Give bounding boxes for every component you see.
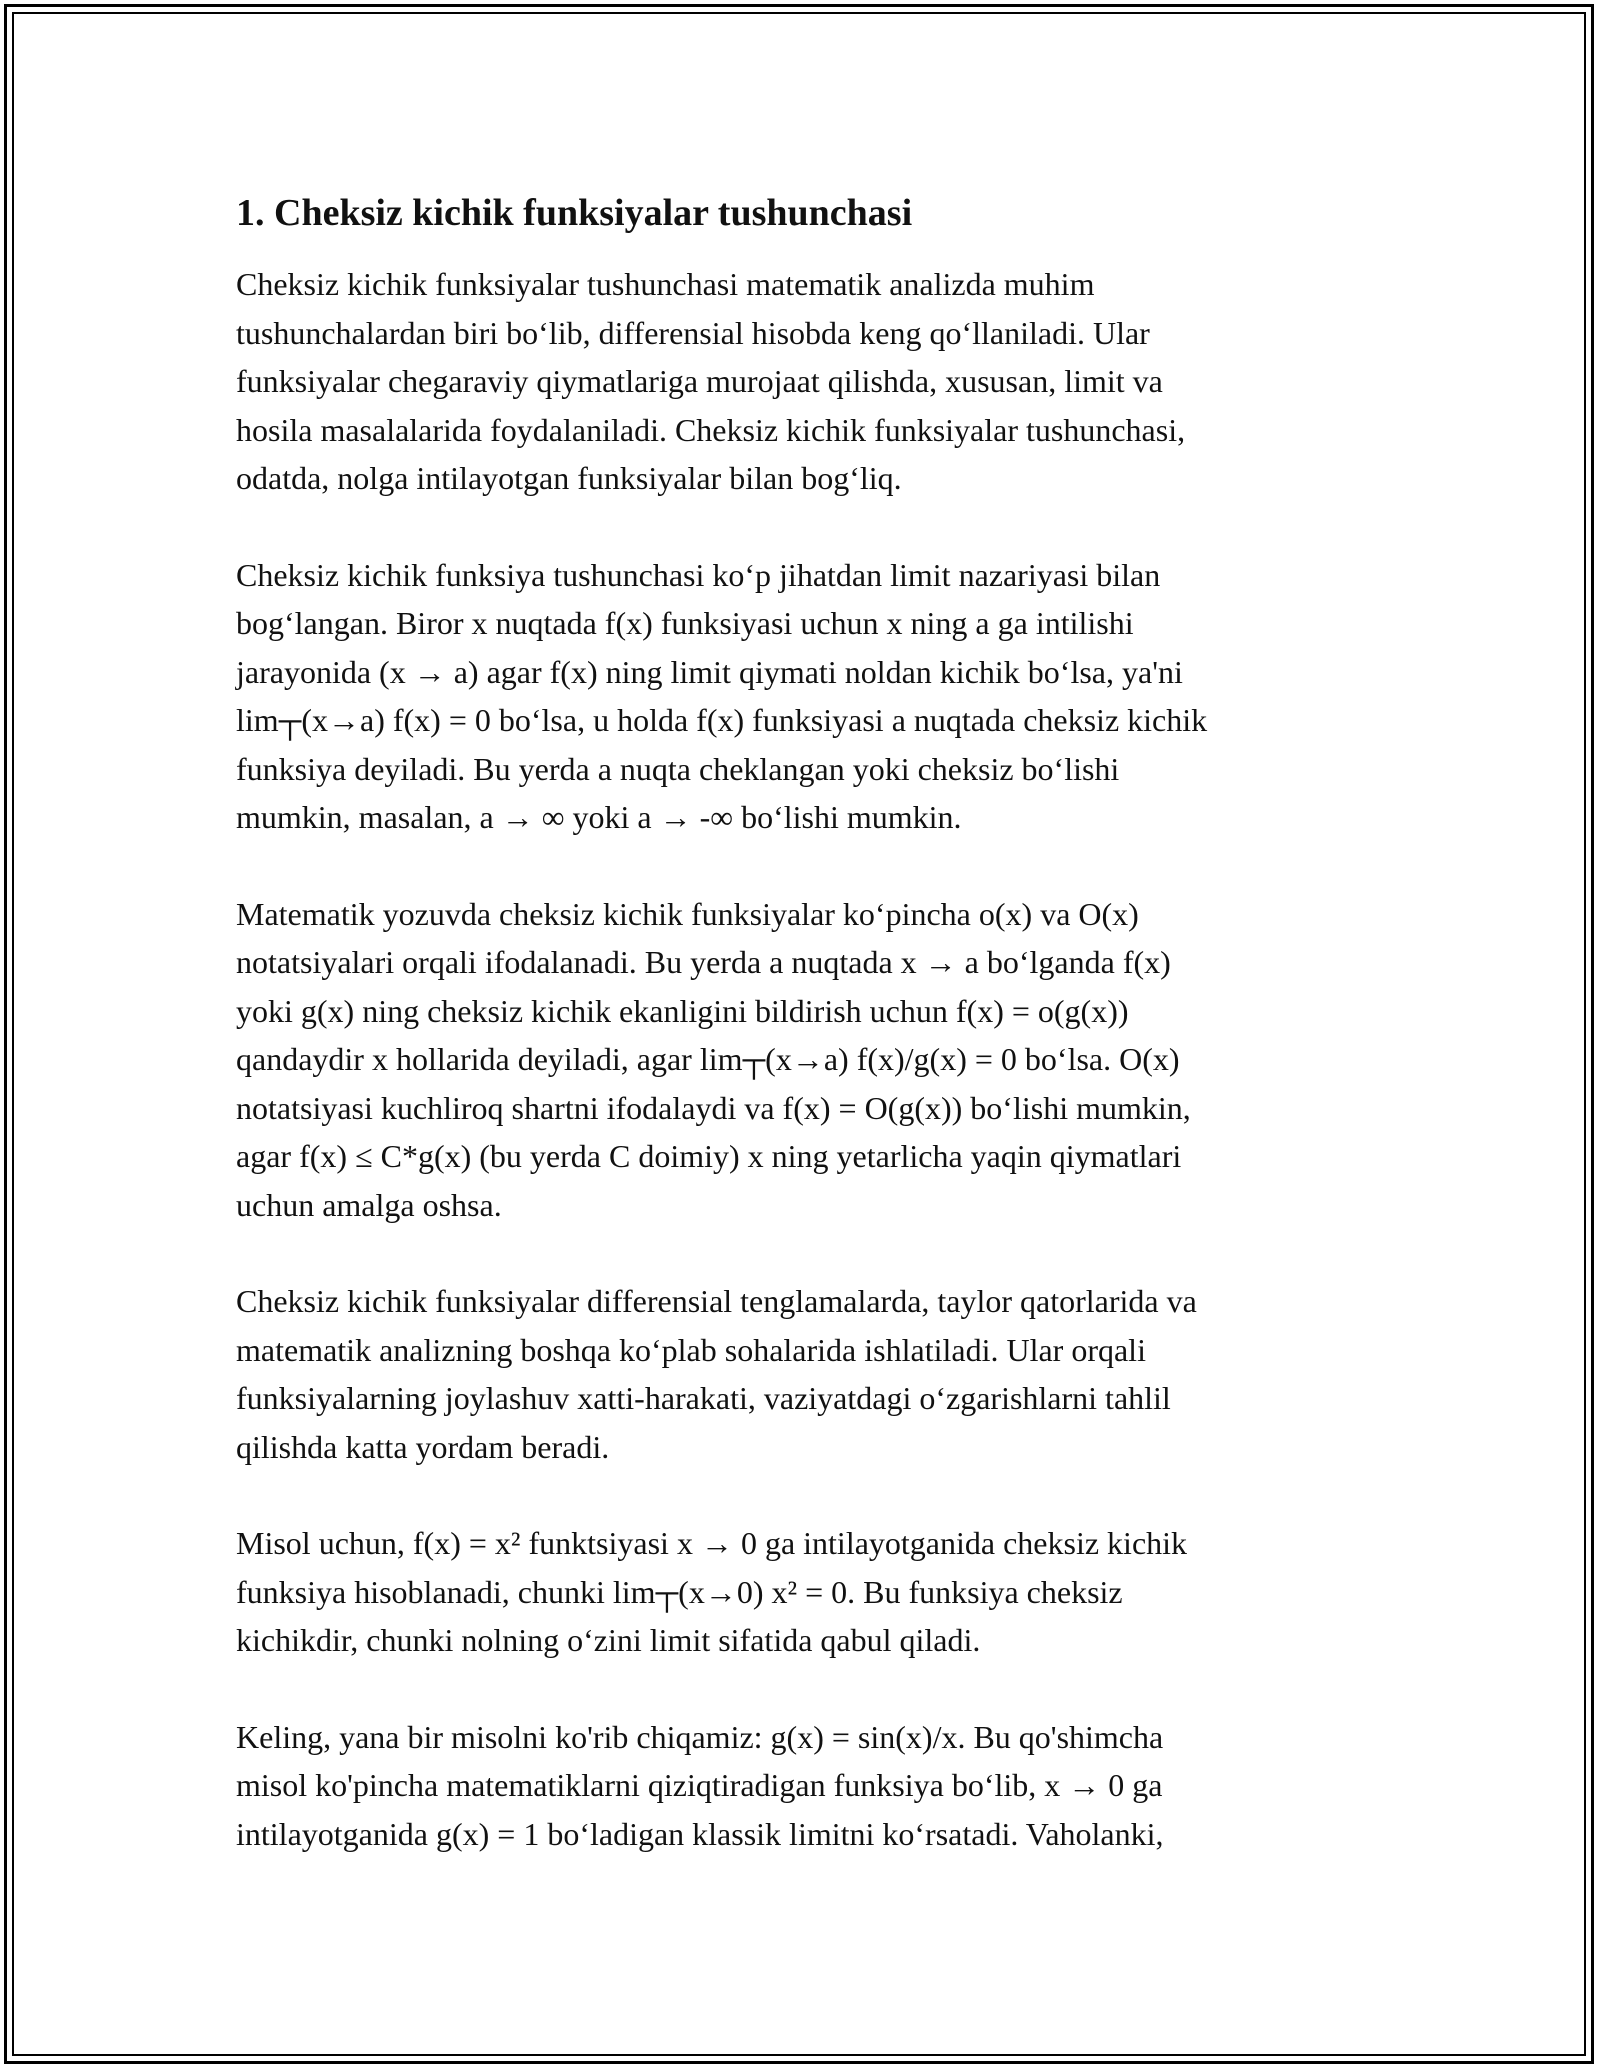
- text-line: intilayotganida g(x) = 1 bo‘ladigan klassik limitni ko‘rsatadi. Vaholanki,: [236, 1815, 1164, 1852]
- paragraph-2: [236, 551, 1366, 842]
- text-line: uchun amalga oshsa.: [236, 1186, 502, 1223]
- text-line: jarayonida (x → a) agar f(x) ning limit qiymati noldan kichik bo‘lsa, ya'ni: [236, 653, 1183, 690]
- text-line: qandaydir x hollarida deyiladi, agar lim┬(x→a) f(x)/g(x) = 0 bo‘lsa. O(x): [236, 1041, 1180, 1077]
- text-line: Keling, yana bir misolni ko'rib chiqamiz: g(x) = sin(x)/x. Bu qo'shimcha: [236, 1718, 1164, 1755]
- text-line: Cheksiz kichik funksiya tushunchasi ko‘p jihatdan limit nazariyasi bilan: [236, 556, 1161, 593]
- text-line: lim┬(x→a) f(x) = 0 bo‘lsa, u holda f(x) funksiyasi a nuqtada cheksiz kichik: [236, 702, 1208, 738]
- text-line: funksiyalarning joylashuv xatti-harakati, vaziyatdagi o‘zgarishlarni tahlil: [236, 1380, 1171, 1416]
- paragraph-1: [236, 260, 1366, 503]
- text-line: notatsiyasi kuchliroq shartni ifodalaydi va f(x) = O(g(x)) bo‘lishi mumkin,: [236, 1089, 1191, 1126]
- document-body: [236, 188, 1366, 1906]
- text-line: funksiyalar chegaraviy qiymatlariga murojaat qilishda, xususan, limit va: [236, 363, 1163, 399]
- section-heading: 1. Cheksiz kichik funksiyalar tushunchasi: [236, 192, 913, 234]
- text-line: Matematik yozuvda cheksiz kichik funksiyalar ko‘pincha o(x) va O(x): [236, 895, 1139, 932]
- paragraph-3: [236, 890, 1366, 1230]
- text-line: agar f(x) ≤ C*g(x) (bu yerda C doimiy) x ning yetarlicha yaqin qiymatlari: [236, 1138, 1182, 1174]
- text-line: bog‘langan. Biror x nuqtada f(x) funksiyasi uchun x ning a ga intilishi: [236, 605, 1134, 641]
- text-line: matematik analizning boshqa ko‘plab sohalarida ishlatiladi. Ular orqali: [236, 1331, 1146, 1368]
- text-line: mumkin, masalan, a → ∞ yoki a → -∞ bo‘lishi mumkin.: [236, 799, 962, 835]
- text-line: funksiya deyiladi. Bu yerda a nuqta cheklangan yoki cheksiz bo‘lishi: [236, 750, 1120, 787]
- text-line: misol ko'pincha matematiklarni qiziqtiradigan funksiya bo‘lib, x → 0 ga: [236, 1767, 1163, 1803]
- text-line: kichikdir, chunki nolning o‘zini limit sifatida qabul qiladi.: [236, 1622, 981, 1658]
- text-line: hosila masalalarida foydalaniladi. Cheksiz kichik funksiyalar tushunchasi,: [236, 411, 1186, 448]
- paragraph-4: [236, 1277, 1366, 1471]
- text-line: yoki g(x) ning cheksiz kichik ekanligini bildirish uchun f(x) = o(g(x)): [236, 992, 1129, 1029]
- text-line: qilishda katta yordam beradi.: [236, 1428, 610, 1465]
- text-line: Cheksiz kichik funksiyalar differensial tenglamalarda, taylor qatorlarida va: [236, 1283, 1197, 1319]
- text-line: Misol uchun, f(x) = x² funktsiyasi x → 0 ga intilayotganida cheksiz kichik: [236, 1525, 1188, 1561]
- paragraph-5: [236, 1519, 1366, 1665]
- text-line: notatsiyalari orqali ifodalanadi. Bu yerda a nuqtada x → a bo‘lganda f(x): [236, 944, 1171, 980]
- text-line: Cheksiz kichik funksiyalar tushunchasi matematik analizda muhim: [236, 266, 1095, 302]
- text-line: tushunchalardan biri bo‘lib, differensial hisobda keng qo‘llaniladi. Ular: [236, 314, 1150, 351]
- text-line: odatda, nolga intilayotgan funksiyalar bilan bog‘liq.: [236, 460, 902, 496]
- paragraph-6: [236, 1713, 1366, 1859]
- text-line: funksiya hisoblanadi, chunki lim┬(x→0) x² = 0. Bu funksiya cheksiz: [236, 1573, 1123, 1610]
